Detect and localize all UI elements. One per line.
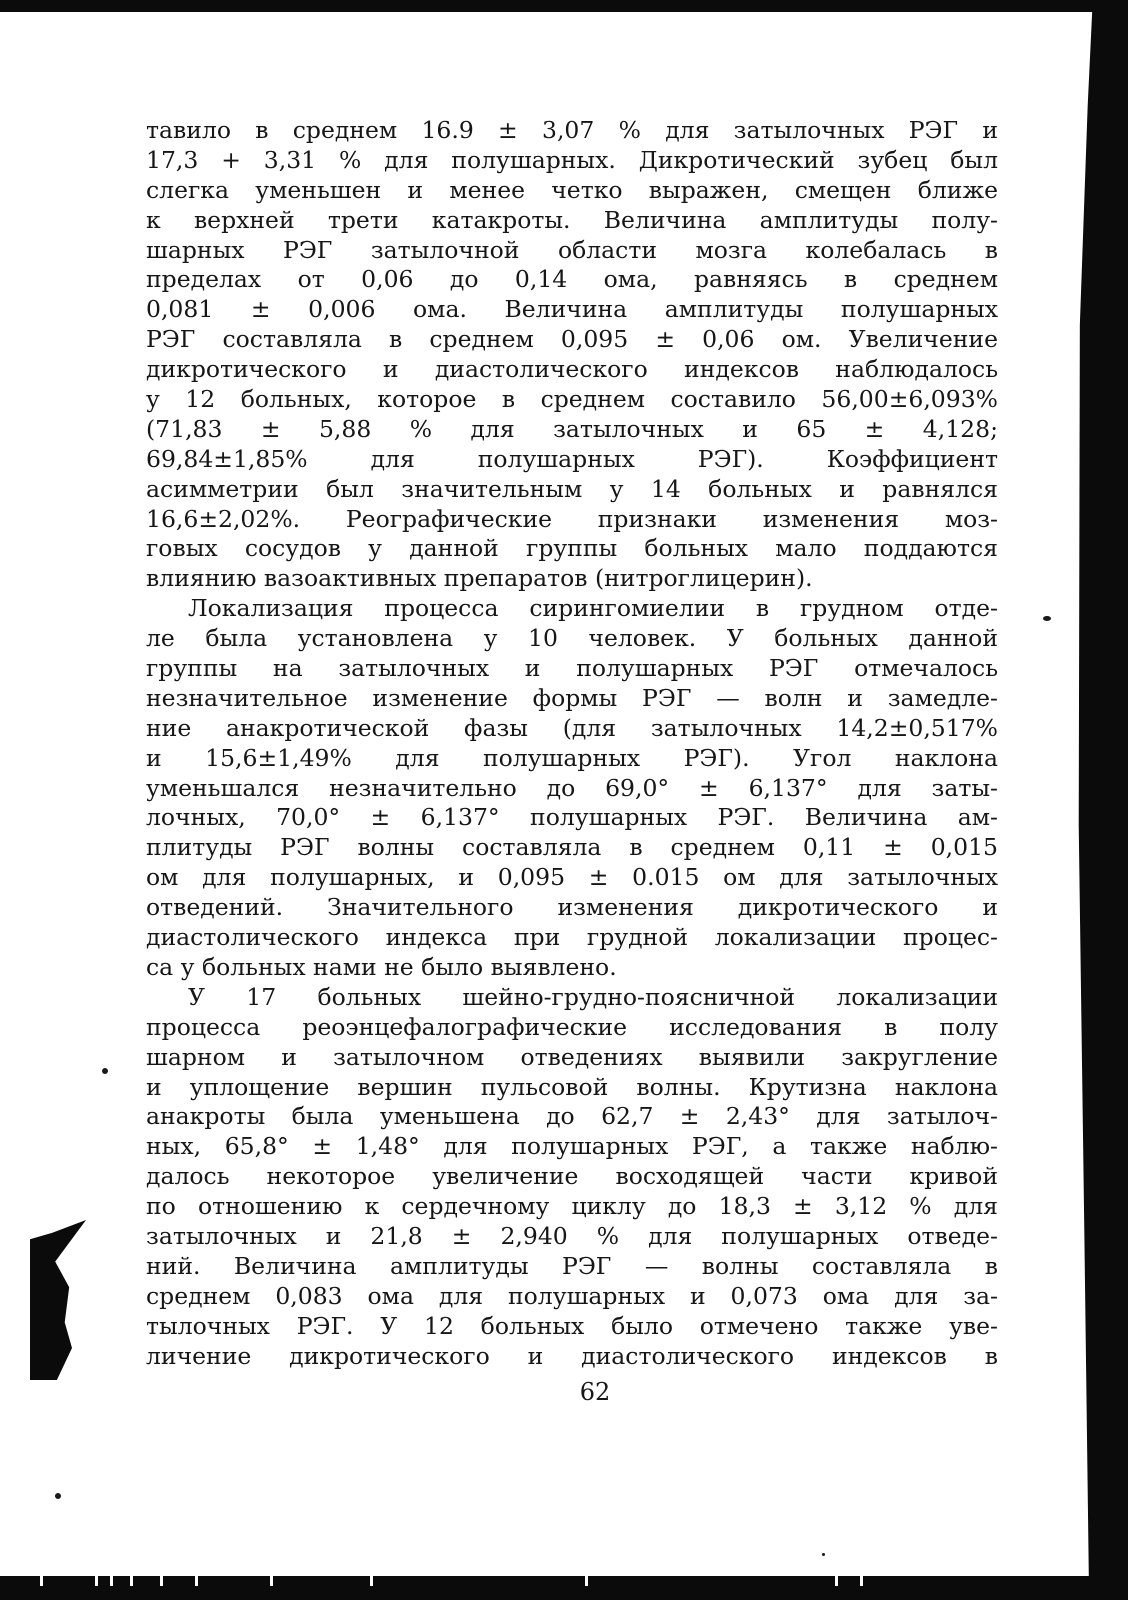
text-line: ом для полушарных, и 0,095 ± 0.015 ом для затылочных — [146, 863, 998, 892]
text-line: дикротического и диастолического индексов наблюдалось — [146, 355, 998, 384]
text-line: ных, 65,8° ± 1,48° для полушарных РЭГ, а также наблю- — [146, 1132, 998, 1161]
text-line: шарном и затылочном отведениях выявили закругление — [146, 1042, 998, 1071]
scan-border-right — [1072, 12, 1128, 1576]
text-line: затылочных и 21,8 ± 2,940 % для полушарных отведе- — [146, 1221, 998, 1250]
text-line: у 12 больных, которое в среднем составило 56,00±6,093% — [146, 385, 998, 414]
text-line: уменьшался незначительно до 69,0° ± 6,137° для заты- — [146, 773, 998, 802]
scan-speck — [102, 1068, 108, 1074]
text-line: тавило в среднем 16.9 ± 3,07 % для затылочных РЭГ и — [146, 116, 998, 144]
text-line: группы на затылочных и полушарных РЭГ отмечалось — [146, 654, 998, 683]
text-line: процесса реоэнцефалографические исследования в полу — [146, 1012, 998, 1041]
text-line: слегка уменьшен и менее четко выражен, смещен ближе — [146, 175, 998, 204]
text-line: 69,84±1,85% для полушарных РЭГ). Коэффициент — [146, 444, 998, 473]
scan-border-top — [0, 0, 1128, 12]
text-line: ние анакротической фазы (для затылочных 14,2±0,517% — [146, 713, 998, 742]
text-line: анакроты была уменьшена до 62,7 ± 2,43° для затылоч- — [146, 1102, 998, 1131]
page-number: 62 — [579, 1378, 611, 1406]
text-line: шарных РЭГ затылочной области мозга колебалась в — [146, 235, 998, 264]
text-line: отведений. Значительного изменения дикротического и — [146, 893, 998, 922]
scan-speck — [822, 1553, 825, 1556]
text-line: лочных, 70,0° ± 6,137° полушарных РЭГ. Величина ам- — [146, 803, 998, 832]
text-line: асимметрии был значительным у 14 больных и равнялся — [146, 474, 998, 503]
text-line: среднем 0,083 ома для полушарных и 0,073 ома для за- — [146, 1281, 998, 1310]
text-line: диастолического индекса при грудной локализации процес- — [146, 923, 998, 952]
text-line: личение дикротического и диастолического индексов в — [146, 1341, 998, 1370]
text-line: 17,3 + 3,31 % для полушарных. Дикротический зубец был — [146, 145, 998, 174]
text-line: (71,83 ± 5,88 % для затылочных и 65 ± 4,128; — [146, 414, 998, 443]
body-text — [146, 116, 998, 1371]
scan-border-bottom — [0, 1576, 1128, 1600]
text-line: 0,081 ± 0,006 ома. Величина амплитуды полушарных — [146, 295, 998, 324]
text-line: говых сосудов у данной группы больных мало поддаются — [146, 534, 998, 563]
text-line: далось некоторое увеличение восходящей части кривой — [146, 1162, 998, 1191]
text-line: и уплощение вершин пульсовой волны. Крутизна наклона — [146, 1072, 998, 1101]
text-line: 16,6±2,02%. Реографические признаки изменения моз- — [146, 504, 998, 533]
text-line: тылочных РЭГ. У 12 больных было отмечено также уве- — [146, 1311, 998, 1340]
text-line: РЭГ составляла в среднем 0,095 ± 0,06 ом. Увеличение — [146, 325, 998, 354]
paragraph-start-line: У 17 больных шейно-грудно-поясничной локализации — [188, 982, 998, 1011]
text-line: пределах от 0,06 до 0,14 ома, равняясь в среднем — [146, 265, 998, 294]
scan-speck — [1043, 616, 1051, 621]
scan-speck — [55, 1493, 61, 1499]
text-line: к верхней трети катакроты. Величина амплитуды полу- — [146, 205, 998, 234]
text-line: незначительное изменение формы РЭГ — волн и замедле- — [146, 683, 998, 712]
text-line: по отношению к сердечному циклу до 18,3 ± 3,12 % для — [146, 1192, 998, 1221]
scan-blot-left — [30, 1220, 86, 1380]
text-line: плитуды РЭГ волны составляла в среднем 0,11 ± 0,015 — [146, 833, 998, 862]
text-line: влиянию вазоактивных препаратов (нитроглицерин). — [146, 564, 813, 593]
text-line: ле была установлена у 10 человек. У больных данной — [146, 624, 998, 653]
text-line: са у больных нами не было выявлено. — [146, 952, 617, 981]
text-line: ний. Величина амплитуды РЭГ — волны составляла в — [146, 1251, 998, 1280]
text-line: и 15,6±1,49% для полушарных РЭГ). Угол наклона — [146, 743, 998, 772]
paragraph-start-line: Локализация процесса сирингомиелии в грудном отде- — [188, 594, 998, 623]
